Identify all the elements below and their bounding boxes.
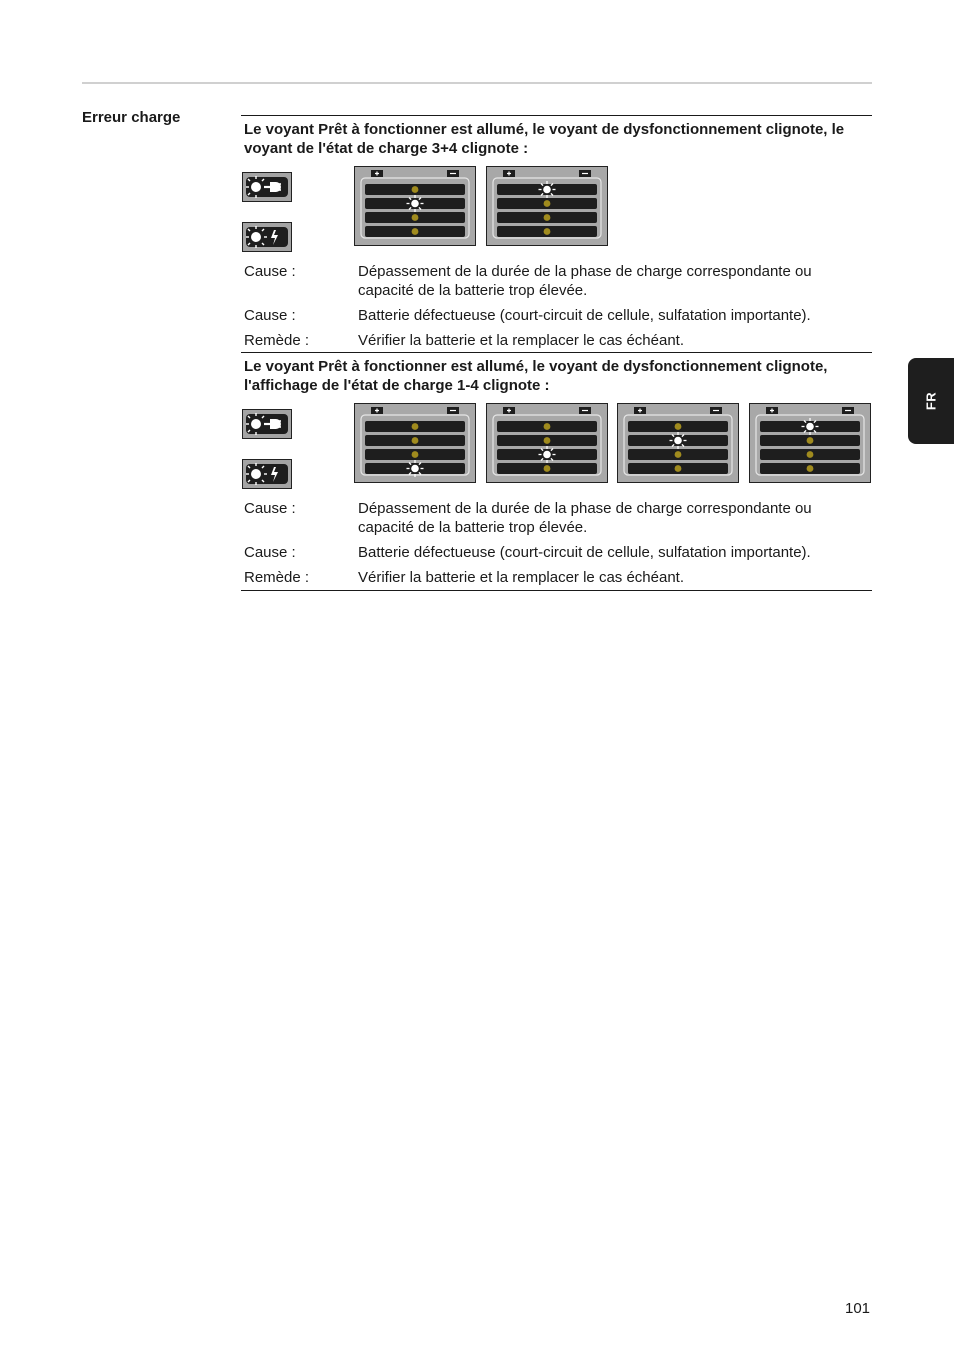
- charge-led: [412, 228, 419, 235]
- charge-panel-graphic: [487, 404, 607, 482]
- charge-led: [544, 423, 551, 430]
- remedy-row: [244, 331, 872, 350]
- fault-flash-icon: [243, 460, 291, 488]
- row-label: Remède :: [244, 569, 310, 586]
- burst-icon: [539, 446, 556, 463]
- top-rule: [82, 82, 872, 84]
- cause-row: [244, 262, 872, 300]
- row-text: Dépassement de la durée de la phase de charge correspondante ou capacité de la batterie trop élevée.: [358, 263, 812, 299]
- charge-led: [807, 437, 814, 444]
- charge-panel: [354, 166, 476, 246]
- cause-remedy-list: [244, 499, 872, 587]
- charge-panel: [617, 403, 739, 483]
- language-code: FR: [923, 391, 939, 411]
- ready-indicator: [242, 172, 292, 202]
- row-text: Batterie défectueuse (court-circuit de cellule, sulfatation importante).: [358, 307, 811, 324]
- burst-icon: [407, 460, 424, 477]
- block-rule: [241, 352, 872, 353]
- row-text: Dépassement de la durée de la phase de charge correspondante ou capacité de la batterie trop élevée.: [358, 500, 812, 536]
- language-tab: [908, 358, 954, 444]
- charge-led: [544, 214, 551, 221]
- section-label: Erreur charge: [82, 109, 181, 126]
- fault-indicator: [242, 222, 292, 252]
- charge-panel-graphic: [750, 404, 870, 482]
- charge-led: [675, 423, 682, 430]
- charge-panel: [354, 403, 476, 483]
- page-number: 101: [845, 1300, 871, 1317]
- fault-flash-icon: [243, 223, 291, 251]
- charge-panel-graphic: [355, 404, 475, 482]
- plug-icon: [243, 173, 291, 201]
- charge-led: [412, 186, 419, 193]
- row-text: Vérifier la batterie et la remplacer le cas échéant.: [358, 332, 684, 349]
- block-heading: Le voyant Prêt à fonctionner est allumé, le voyant de dysfonctionnement clignote, le voyant de l'état de charge 3+4 clignote :: [244, 121, 845, 157]
- error-block-1: [241, 115, 872, 350]
- charge-led: [544, 228, 551, 235]
- burst-icon: [539, 181, 556, 198]
- charge-led: [544, 437, 551, 444]
- charge-led: [544, 200, 551, 207]
- row-text: Batterie défectueuse (court-circuit de cellule, sulfatation importante).: [358, 544, 811, 561]
- charge-panel-graphic: [618, 404, 738, 482]
- charge-panel: [486, 166, 608, 246]
- burst-icon: [802, 418, 819, 435]
- charge-panel-graphic: [355, 167, 475, 245]
- cause-row: [244, 306, 872, 325]
- charge-led: [412, 423, 419, 430]
- burst-icon: [670, 432, 687, 449]
- indicator-figure: [241, 403, 872, 499]
- charge-led: [807, 451, 814, 458]
- charge-led: [675, 451, 682, 458]
- fault-indicator: [242, 459, 292, 489]
- row-label: Cause :: [244, 544, 296, 561]
- charge-led: [675, 465, 682, 472]
- cause-remedy-list: [244, 262, 872, 350]
- block-rule: [241, 115, 872, 116]
- row-label: Cause :: [244, 263, 296, 280]
- cause-row: [244, 499, 872, 537]
- row-label: Cause :: [244, 307, 296, 324]
- indicator-figure: [241, 166, 872, 262]
- charge-panel: [486, 403, 608, 483]
- ready-indicator: [242, 409, 292, 439]
- block-end-rule: [241, 590, 872, 591]
- row-text: Vérifier la batterie et la remplacer le cas échéant.: [358, 569, 684, 586]
- charge-led: [412, 437, 419, 444]
- charge-led: [807, 465, 814, 472]
- cause-row: [244, 543, 872, 562]
- charge-panel: [749, 403, 871, 483]
- block-heading: Le voyant Prêt à fonctionner est allumé, le voyant de dysfonctionnement clignote, l'affichage de l'état de charge 1-4 clignote :: [244, 358, 828, 394]
- error-block-2: [241, 352, 872, 587]
- row-label: Cause :: [244, 500, 296, 517]
- remedy-row: [244, 568, 872, 587]
- row-label: Remède :: [244, 332, 310, 349]
- charge-led: [412, 451, 419, 458]
- charge-panel-graphic: [487, 167, 607, 245]
- burst-icon: [407, 195, 424, 212]
- charge-led: [412, 214, 419, 221]
- plug-icon: [243, 410, 291, 438]
- charge-led: [544, 465, 551, 472]
